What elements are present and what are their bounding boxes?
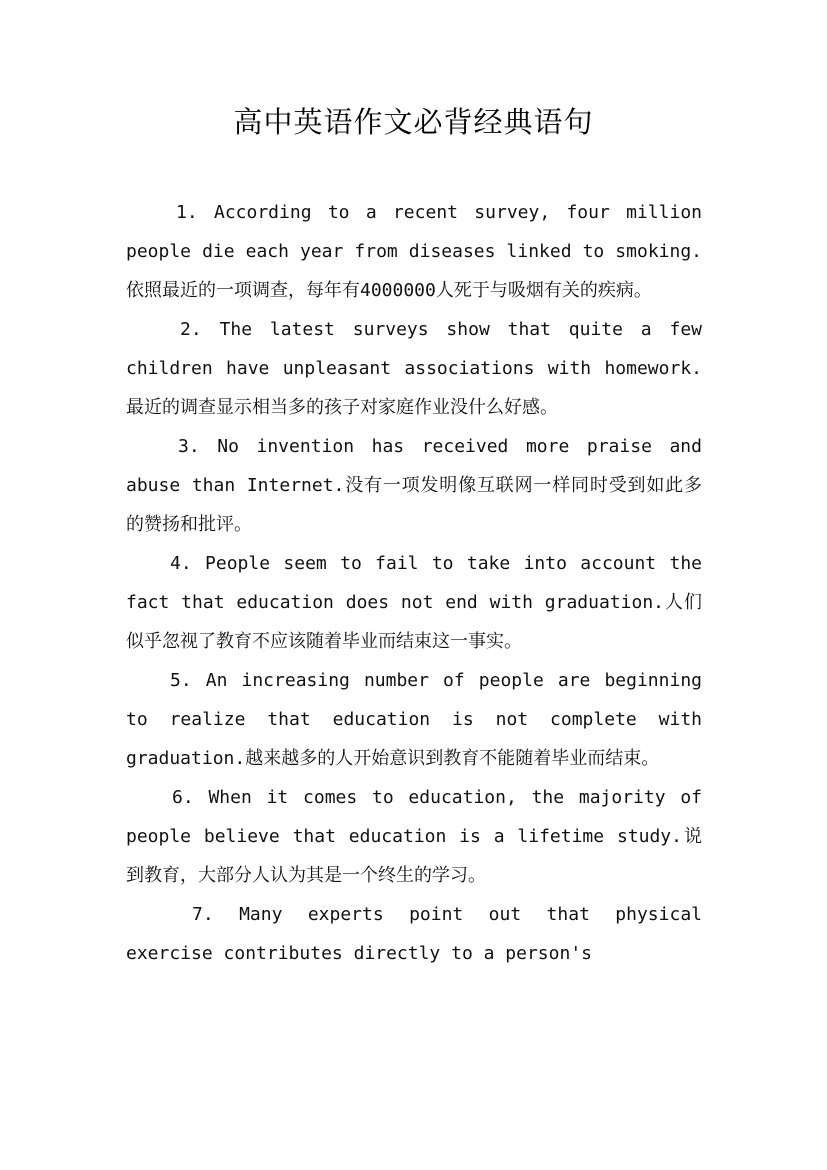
paragraph-number: 1. xyxy=(176,202,198,223)
paragraph-6 xyxy=(126,778,702,895)
paragraph-number: 5. xyxy=(170,670,192,691)
document-title: 高中英语作文必背经典语句 xyxy=(233,105,594,139)
paragraph-number: 7. xyxy=(192,904,214,925)
paragraph-text: Many experts point out that physical exercise contributes directly to a person's xyxy=(126,904,702,964)
paragraph-7 xyxy=(126,895,702,973)
paragraph-text: According to a recent survey, four million people die each year from diseases linked to smoking.依照最近的一项调查，每年有4000000人死于与吸烟有关的疾病。 xyxy=(126,202,702,301)
paragraph-1 xyxy=(126,193,702,310)
paragraph-number: 4. xyxy=(170,553,192,574)
paragraph-3 xyxy=(126,427,702,544)
paragraph-number: 2. xyxy=(180,319,202,340)
paragraph-2 xyxy=(126,310,702,427)
paragraph-4 xyxy=(126,544,702,661)
paragraph-number: 3. xyxy=(178,436,200,457)
paragraph-text: When it comes to education, the majority of people believe that education is a lifetime study.说到教育，大部分人认为其是一个终生的学习。 xyxy=(126,787,702,886)
paragraph-text: An increasing number of people are beginning to realize that education is not complete with graduation.越来越多的人开始意识到教育不能随着毕业而结束。 xyxy=(126,670,702,769)
paragraph-number: 6. xyxy=(172,787,194,808)
paragraph-5 xyxy=(126,661,702,778)
paragraph-text: The latest surveys show that quite a few children have unpleasant associations with homework.最近的调查显示相当多的孩子对家庭作业没什么好感。 xyxy=(126,319,702,418)
document-body xyxy=(126,193,702,973)
paragraph-text: No invention has received more praise and abuse than Internet.没有一项发明像互联网一样同时受到如此多的赞扬和批评。 xyxy=(126,436,702,535)
paragraph-text: People seem to fail to take into account the fact that education does not end with graduation.人们似乎忽视了教育不应该随着毕业而结束这一事实。 xyxy=(126,553,702,652)
